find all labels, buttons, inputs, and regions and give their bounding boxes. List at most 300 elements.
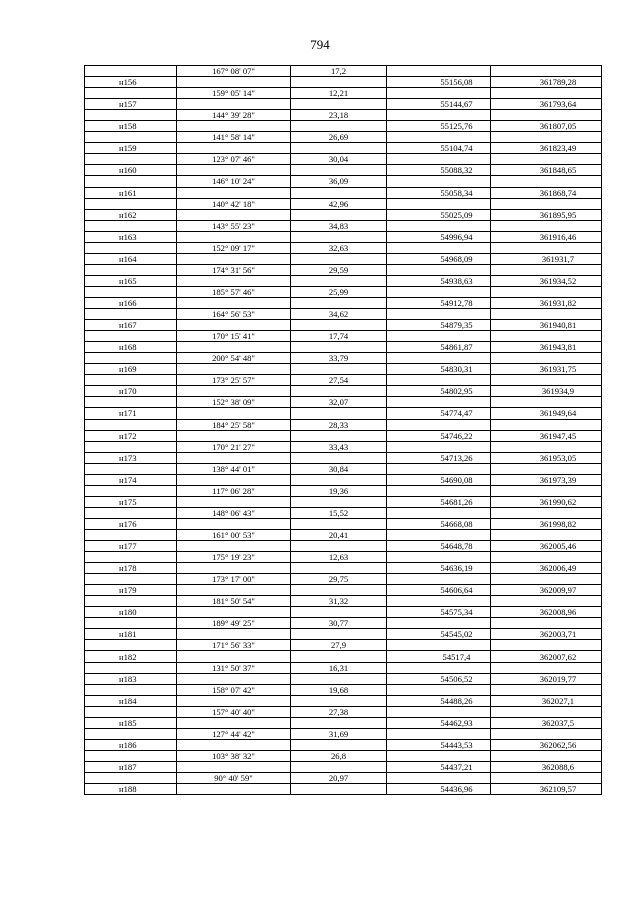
x-coordinate-cell xyxy=(387,66,491,77)
x-coordinate-cell: 54488,26 xyxy=(387,695,491,706)
distance-cell: 23,18 xyxy=(291,110,387,121)
angle-cell xyxy=(177,275,291,286)
point-name-cell: н181 xyxy=(85,629,177,640)
x-coordinate-cell: 54517,4 xyxy=(387,651,491,662)
y-coordinate-cell: 361789,28 xyxy=(491,77,602,88)
distance-cell: 31,69 xyxy=(291,728,387,739)
angle-cell: 171° 56' 33" xyxy=(177,640,291,651)
distance-cell xyxy=(291,474,387,485)
distance-cell: 28,33 xyxy=(291,419,387,430)
distance-cell: 17,2 xyxy=(291,66,387,77)
angle-cell xyxy=(177,739,291,750)
point-name-cell xyxy=(85,264,177,275)
x-coordinate-cell: 55025,09 xyxy=(387,209,491,220)
point-name-cell: н188 xyxy=(85,784,177,795)
distance-cell xyxy=(291,253,387,264)
y-coordinate-cell: 361940,81 xyxy=(491,320,602,331)
point-name-cell: н185 xyxy=(85,717,177,728)
segment-row xyxy=(85,353,602,364)
angle-cell xyxy=(177,761,291,772)
distance-cell xyxy=(291,673,387,684)
distance-cell: 19,68 xyxy=(291,684,387,695)
y-coordinate-cell: 362019,77 xyxy=(491,673,602,684)
point-row xyxy=(85,563,602,574)
distance-cell: 32,63 xyxy=(291,242,387,253)
angle-cell xyxy=(177,143,291,154)
angle-cell xyxy=(177,585,291,596)
x-coordinate-cell: 54879,35 xyxy=(387,320,491,331)
x-coordinate-cell: 55058,34 xyxy=(387,187,491,198)
x-coordinate-cell: 54575,34 xyxy=(387,607,491,618)
point-name-cell: н174 xyxy=(85,474,177,485)
point-name-cell xyxy=(85,441,177,452)
point-name-cell xyxy=(85,684,177,695)
angle-cell: 146° 10' 24" xyxy=(177,176,291,187)
angle-cell xyxy=(177,651,291,662)
x-coordinate-cell: 54636,19 xyxy=(387,563,491,574)
x-coordinate-cell: 54436,96 xyxy=(387,784,491,795)
angle-cell: 200° 54' 48" xyxy=(177,353,291,364)
y-coordinate-cell xyxy=(491,419,602,430)
point-name-cell xyxy=(85,618,177,629)
angle-cell: 159° 05' 14" xyxy=(177,88,291,99)
y-coordinate-cell: 361848,65 xyxy=(491,165,602,176)
point-row xyxy=(85,474,602,485)
distance-cell: 34,62 xyxy=(291,309,387,320)
point-name-cell xyxy=(85,375,177,386)
angle-cell: 175° 19' 23" xyxy=(177,552,291,563)
y-coordinate-cell: 362008,96 xyxy=(491,607,602,618)
x-coordinate-cell xyxy=(387,485,491,496)
distance-cell xyxy=(291,452,387,463)
angle-cell xyxy=(177,673,291,684)
point-name-cell: н175 xyxy=(85,496,177,507)
distance-cell xyxy=(291,541,387,552)
segment-row xyxy=(85,773,602,784)
segment-row xyxy=(85,662,602,673)
x-coordinate-cell: 54506,52 xyxy=(387,673,491,684)
angle-cell xyxy=(177,209,291,220)
y-coordinate-cell xyxy=(491,66,602,77)
x-coordinate-cell: 54648,78 xyxy=(387,541,491,552)
angle-cell xyxy=(177,386,291,397)
x-coordinate-cell: 54912,78 xyxy=(387,297,491,308)
point-row xyxy=(85,342,602,353)
segment-row xyxy=(85,66,602,77)
x-coordinate-cell xyxy=(387,309,491,320)
distance-cell: 29,59 xyxy=(291,264,387,275)
point-row xyxy=(85,607,602,618)
point-row xyxy=(85,99,602,110)
x-coordinate-cell: 54746,22 xyxy=(387,430,491,441)
segment-row xyxy=(85,441,602,452)
y-coordinate-cell xyxy=(491,618,602,629)
y-coordinate-cell: 362007,62 xyxy=(491,651,602,662)
angle-cell: 90° 40' 59" xyxy=(177,773,291,784)
point-row xyxy=(85,386,602,397)
point-name-cell: н160 xyxy=(85,165,177,176)
angle-cell: 174° 31' 56" xyxy=(177,264,291,275)
distance-cell: 20,97 xyxy=(291,773,387,784)
segment-row xyxy=(85,264,602,275)
distance-cell: 27,38 xyxy=(291,706,387,717)
y-coordinate-cell xyxy=(491,309,602,320)
point-row xyxy=(85,430,602,441)
distance-cell: 17,74 xyxy=(291,331,387,342)
angle-cell xyxy=(177,607,291,618)
y-coordinate-cell xyxy=(491,353,602,364)
point-name-cell xyxy=(85,132,177,143)
x-coordinate-cell xyxy=(387,110,491,121)
distance-cell: 27,54 xyxy=(291,375,387,386)
angle-cell: 141° 58' 14" xyxy=(177,132,291,143)
x-coordinate-cell xyxy=(387,684,491,695)
x-coordinate-cell: 55104,74 xyxy=(387,143,491,154)
y-coordinate-cell xyxy=(491,220,602,231)
point-name-cell: н159 xyxy=(85,143,177,154)
angle-cell xyxy=(177,518,291,529)
distance-cell: 42,96 xyxy=(291,198,387,209)
angle-cell xyxy=(177,99,291,110)
point-row xyxy=(85,673,602,684)
distance-cell xyxy=(291,695,387,706)
distance-cell xyxy=(291,187,387,198)
segment-row xyxy=(85,596,602,607)
x-coordinate-cell xyxy=(387,463,491,474)
angle-cell xyxy=(177,77,291,88)
y-coordinate-cell xyxy=(491,706,602,717)
point-name-cell xyxy=(85,198,177,209)
x-coordinate-cell: 54968,09 xyxy=(387,253,491,264)
segment-row xyxy=(85,640,602,651)
y-coordinate-cell: 361793,64 xyxy=(491,99,602,110)
distance-cell xyxy=(291,518,387,529)
y-coordinate-cell xyxy=(491,441,602,452)
x-coordinate-cell: 54668,08 xyxy=(387,518,491,529)
point-name-cell xyxy=(85,66,177,77)
x-coordinate-cell: 55088,32 xyxy=(387,165,491,176)
distance-cell xyxy=(291,629,387,640)
y-coordinate-cell: 361934,9 xyxy=(491,386,602,397)
y-coordinate-cell: 361973,39 xyxy=(491,474,602,485)
point-name-cell: н178 xyxy=(85,563,177,574)
y-coordinate-cell xyxy=(491,286,602,297)
x-coordinate-cell xyxy=(387,198,491,209)
angle-cell xyxy=(177,121,291,132)
distance-cell: 26,8 xyxy=(291,750,387,761)
angle-cell: 127° 44' 42" xyxy=(177,728,291,739)
distance-cell: 25,99 xyxy=(291,286,387,297)
y-coordinate-cell xyxy=(491,242,602,253)
y-coordinate-cell xyxy=(491,154,602,165)
point-row xyxy=(85,629,602,640)
x-coordinate-cell xyxy=(387,618,491,629)
distance-cell xyxy=(291,231,387,242)
coordinates-table-body xyxy=(85,66,602,795)
angle-cell: 184° 25' 58" xyxy=(177,419,291,430)
y-coordinate-cell xyxy=(491,750,602,761)
x-coordinate-cell xyxy=(387,242,491,253)
x-coordinate-cell xyxy=(387,220,491,231)
point-name-cell xyxy=(85,110,177,121)
angle-cell: 170° 15' 41" xyxy=(177,331,291,342)
point-name-cell: н170 xyxy=(85,386,177,397)
angle-cell: 173° 17' 00" xyxy=(177,574,291,585)
x-coordinate-cell xyxy=(387,640,491,651)
x-coordinate-cell xyxy=(387,574,491,585)
y-coordinate-cell: 361949,64 xyxy=(491,408,602,419)
angle-cell xyxy=(177,187,291,198)
y-coordinate-cell: 361916,46 xyxy=(491,231,602,242)
distance-cell: 27,9 xyxy=(291,640,387,651)
point-name-cell xyxy=(85,574,177,585)
x-coordinate-cell xyxy=(387,750,491,761)
distance-cell xyxy=(291,761,387,772)
angle-cell: 185° 57' 46" xyxy=(177,286,291,297)
distance-cell xyxy=(291,77,387,88)
point-row xyxy=(85,297,602,308)
point-name-cell xyxy=(85,154,177,165)
y-coordinate-cell: 361895,95 xyxy=(491,209,602,220)
page-number: 794 xyxy=(310,37,330,52)
point-row xyxy=(85,541,602,552)
segment-row xyxy=(85,242,602,253)
angle-cell: 143° 55' 23" xyxy=(177,220,291,231)
point-name-cell: н184 xyxy=(85,695,177,706)
angle-cell: 189° 49' 25" xyxy=(177,618,291,629)
point-name-cell xyxy=(85,286,177,297)
angle-cell xyxy=(177,629,291,640)
segment-row xyxy=(85,485,602,496)
point-name-cell: н176 xyxy=(85,518,177,529)
point-row xyxy=(85,143,602,154)
x-coordinate-cell: 54681,26 xyxy=(387,496,491,507)
distance-cell: 16,31 xyxy=(291,662,387,673)
point-row xyxy=(85,187,602,198)
point-name-cell xyxy=(85,596,177,607)
distance-cell: 26,69 xyxy=(291,132,387,143)
distance-cell: 29,75 xyxy=(291,574,387,585)
point-name-cell xyxy=(85,419,177,430)
segment-row xyxy=(85,198,602,209)
y-coordinate-cell xyxy=(491,397,602,408)
point-name-cell xyxy=(85,397,177,408)
x-coordinate-cell: 54830,31 xyxy=(387,364,491,375)
segment-row xyxy=(85,552,602,563)
point-name-cell xyxy=(85,552,177,563)
segment-row xyxy=(85,309,602,320)
x-coordinate-cell xyxy=(387,88,491,99)
y-coordinate-cell: 362037,5 xyxy=(491,717,602,728)
distance-cell xyxy=(291,342,387,353)
distance-cell xyxy=(291,717,387,728)
point-row xyxy=(85,364,602,375)
angle-cell: 170° 21' 27" xyxy=(177,441,291,452)
point-row xyxy=(85,695,602,706)
segment-row xyxy=(85,618,602,629)
x-coordinate-cell: 54996,94 xyxy=(387,231,491,242)
x-coordinate-cell xyxy=(387,529,491,540)
segment-row xyxy=(85,529,602,540)
x-coordinate-cell: 54938,63 xyxy=(387,275,491,286)
angle-cell: 152° 09' 17" xyxy=(177,242,291,253)
point-name-cell xyxy=(85,242,177,253)
angle-cell xyxy=(177,695,291,706)
angle-cell: 123° 07' 46" xyxy=(177,154,291,165)
angle-cell: 158° 07' 42" xyxy=(177,684,291,695)
point-row xyxy=(85,739,602,750)
point-name-cell: н180 xyxy=(85,607,177,618)
point-name-cell xyxy=(85,220,177,231)
point-row xyxy=(85,761,602,772)
y-coordinate-cell xyxy=(491,662,602,673)
distance-cell xyxy=(291,739,387,750)
distance-cell xyxy=(291,364,387,375)
y-coordinate-cell xyxy=(491,198,602,209)
x-coordinate-cell: 55144,67 xyxy=(387,99,491,110)
distance-cell xyxy=(291,165,387,176)
distance-cell xyxy=(291,563,387,574)
x-coordinate-cell xyxy=(387,132,491,143)
segment-row xyxy=(85,728,602,739)
y-coordinate-cell xyxy=(491,507,602,518)
point-name-cell: н157 xyxy=(85,99,177,110)
segment-row xyxy=(85,684,602,695)
y-coordinate-cell: 361931,82 xyxy=(491,297,602,308)
point-name-cell xyxy=(85,507,177,518)
point-name-cell: н161 xyxy=(85,187,177,198)
y-coordinate-cell: 361931,7 xyxy=(491,253,602,264)
angle-cell xyxy=(177,297,291,308)
angle-cell: 167° 08' 07" xyxy=(177,66,291,77)
y-coordinate-cell: 362003,71 xyxy=(491,629,602,640)
y-coordinate-cell: 361931,75 xyxy=(491,364,602,375)
x-coordinate-cell xyxy=(387,706,491,717)
point-name-cell: н172 xyxy=(85,430,177,441)
y-coordinate-cell xyxy=(491,485,602,496)
distance-cell: 19,36 xyxy=(291,485,387,496)
point-name-cell: н182 xyxy=(85,651,177,662)
x-coordinate-cell: 54443,53 xyxy=(387,739,491,750)
x-coordinate-cell xyxy=(387,154,491,165)
point-name-cell xyxy=(85,353,177,364)
distance-cell xyxy=(291,209,387,220)
y-coordinate-cell xyxy=(491,773,602,784)
point-name-cell: н187 xyxy=(85,761,177,772)
x-coordinate-cell: 55156,08 xyxy=(387,77,491,88)
angle-cell: 148° 06' 43" xyxy=(177,507,291,518)
point-name-cell xyxy=(85,773,177,784)
point-name-cell: н173 xyxy=(85,452,177,463)
point-name-cell: н162 xyxy=(85,209,177,220)
angle-cell xyxy=(177,364,291,375)
point-name-cell xyxy=(85,309,177,320)
y-coordinate-cell xyxy=(491,110,602,121)
point-name-cell: н167 xyxy=(85,320,177,331)
segment-row xyxy=(85,375,602,386)
distance-cell: 12,63 xyxy=(291,552,387,563)
y-coordinate-cell xyxy=(491,574,602,585)
point-row xyxy=(85,253,602,264)
segment-row xyxy=(85,419,602,430)
y-coordinate-cell xyxy=(491,529,602,540)
y-coordinate-cell xyxy=(491,264,602,275)
point-name-cell xyxy=(85,88,177,99)
point-name-cell: н171 xyxy=(85,408,177,419)
y-coordinate-cell: 361943,81 xyxy=(491,342,602,353)
angle-cell xyxy=(177,165,291,176)
angle-cell xyxy=(177,496,291,507)
distance-cell xyxy=(291,607,387,618)
y-coordinate-cell xyxy=(491,552,602,563)
x-coordinate-cell: 54606,64 xyxy=(387,585,491,596)
x-coordinate-cell: 54690,08 xyxy=(387,474,491,485)
segment-row xyxy=(85,154,602,165)
distance-cell xyxy=(291,430,387,441)
angle-cell xyxy=(177,253,291,264)
segment-row xyxy=(85,397,602,408)
distance-cell: 30,77 xyxy=(291,618,387,629)
y-coordinate-cell xyxy=(491,640,602,651)
segment-row xyxy=(85,88,602,99)
point-row xyxy=(85,320,602,331)
point-name-cell: н177 xyxy=(85,541,177,552)
segment-row xyxy=(85,132,602,143)
y-coordinate-cell: 361953,05 xyxy=(491,452,602,463)
point-row xyxy=(85,408,602,419)
angle-cell: 140° 42' 18" xyxy=(177,198,291,209)
angle-cell xyxy=(177,563,291,574)
distance-cell xyxy=(291,297,387,308)
distance-cell xyxy=(291,99,387,110)
point-name-cell xyxy=(85,331,177,342)
distance-cell: 30,84 xyxy=(291,463,387,474)
point-name-cell: н186 xyxy=(85,739,177,750)
point-row xyxy=(85,496,602,507)
angle-cell: 152° 38' 09" xyxy=(177,397,291,408)
point-row xyxy=(85,77,602,88)
coordinates-table xyxy=(84,65,602,795)
angle-cell: 131° 50' 37" xyxy=(177,662,291,673)
y-coordinate-cell: 361807,05 xyxy=(491,121,602,132)
distance-cell xyxy=(291,408,387,419)
point-row xyxy=(85,784,602,795)
x-coordinate-cell xyxy=(387,419,491,430)
distance-cell xyxy=(291,143,387,154)
angle-cell xyxy=(177,474,291,485)
segment-row xyxy=(85,507,602,518)
distance-cell xyxy=(291,121,387,132)
point-name-cell xyxy=(85,640,177,651)
angle-cell: 161° 00' 53" xyxy=(177,529,291,540)
x-coordinate-cell xyxy=(387,441,491,452)
angle-cell xyxy=(177,541,291,552)
distance-cell: 20,41 xyxy=(291,529,387,540)
x-coordinate-cell: 54802,95 xyxy=(387,386,491,397)
point-name-cell: н179 xyxy=(85,585,177,596)
point-row xyxy=(85,585,602,596)
segment-row xyxy=(85,110,602,121)
angle-cell xyxy=(177,452,291,463)
x-coordinate-cell xyxy=(387,353,491,364)
point-name-cell xyxy=(85,463,177,474)
angle-cell xyxy=(177,430,291,441)
distance-cell: 12,21 xyxy=(291,88,387,99)
point-name-cell: н166 xyxy=(85,297,177,308)
y-coordinate-cell: 362109,57 xyxy=(491,784,602,795)
y-coordinate-cell xyxy=(491,375,602,386)
distance-cell xyxy=(291,784,387,795)
